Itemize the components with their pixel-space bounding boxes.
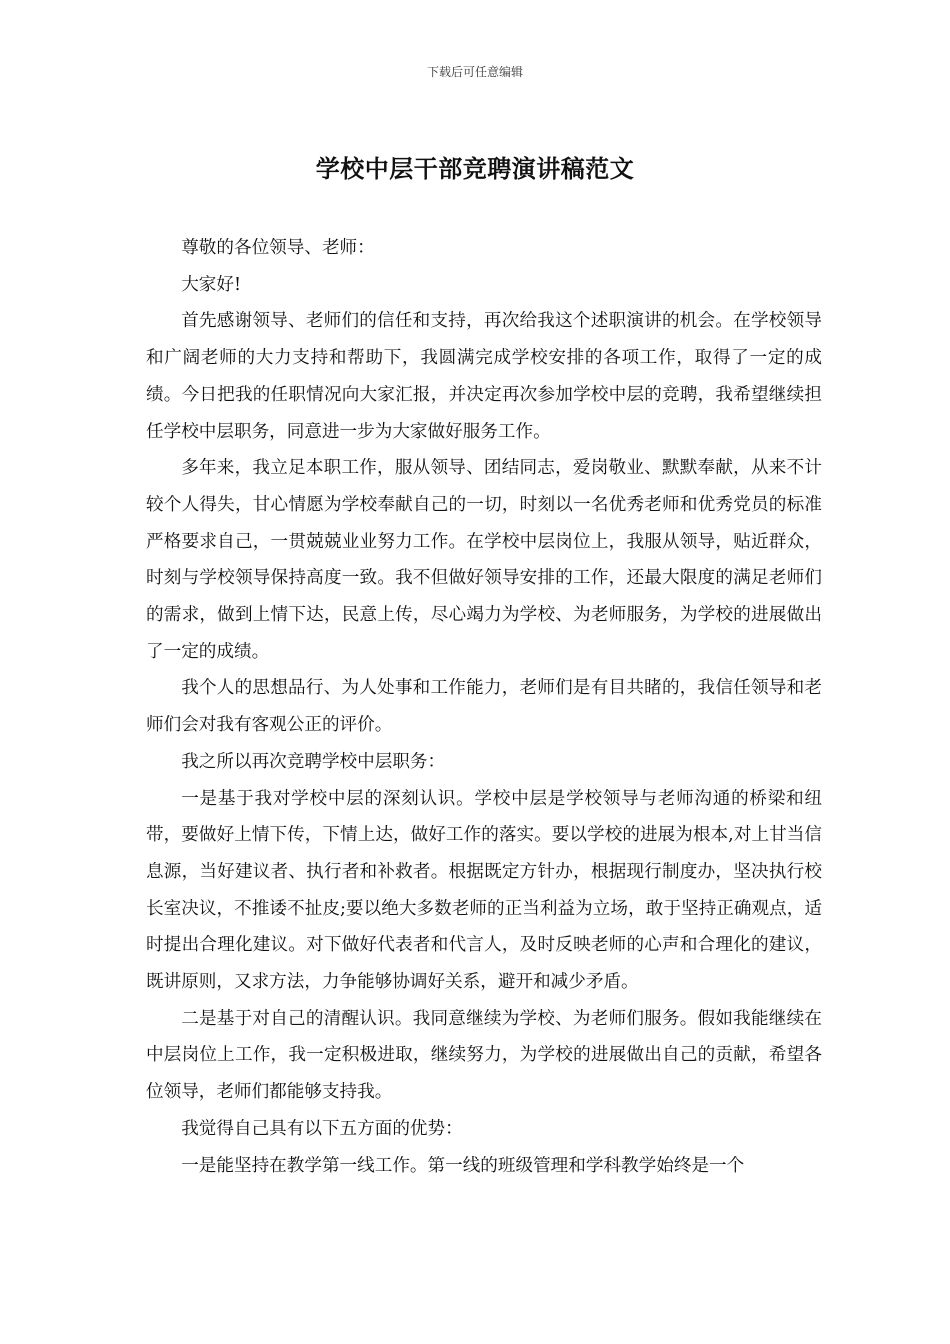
body-paragraph: 一是能坚持在教学第一线工作。第一线的班级管理和学科教学始终是一个 <box>181 1155 745 1176</box>
body-paragraph: 二是基于对自己的清醒认识。我同意继续为学校、为老师们服务。假如我能继续在中层岗位上工作，我一定积极进取，继续努力，为学校的进展做出自己的贡献，希望各位领导，老师们都能够支持我。 <box>146 1008 822 1103</box>
document-body <box>146 230 822 1184</box>
greeting-paragraph: 大家好! <box>181 274 242 295</box>
body-paragraph: 首先感谢领导、老师们的信任和支持，再次给我这个述职演讲的机会。在学校领导和广阔老师的大力支持和帮助下，我圆满完成学校安排的各项工作，取得了一定的成绩。今日把我的任职情况向大家汇报，并决定再次参加学校中层的竞聘，我希望继续担任学校中层职务，同意进一步为大家做好服务工作。 <box>146 311 822 442</box>
salutation-paragraph: 尊敬的各位领导、老师： <box>181 238 375 258</box>
body-paragraph: 一是基于我对学校中层的深刻认识。学校中层是学校领导与老师沟通的桥梁和纽带，要做好上情下传，下情上达，做好工作的落实。要以学校的进展为根本,对上甘当信息源，当好建议者、执行者和补救者。根据既定方针办，根据现行制度办，坚决执行校长室决议，不推诿不扯皮;要以绝大多数老师的正当利益为立场，敢于坚持正确观点，适时提出合理化建议。对下做好代表者和代言人，及时反映老师的心声和合理化的建议，既讲原则，又求方法，力争能够协调好关系，避开和减少矛盾。 <box>146 788 822 993</box>
document-title: 学校中层干部竞聘演讲稿范文 <box>315 154 635 183</box>
page-header-note: 下载后可任意编辑 <box>426 65 523 79</box>
body-paragraph: 我之所以再次竞聘学校中层职务： <box>181 751 446 772</box>
body-paragraph: 多年来，我立足本职工作，服从领导、团结同志，爱岗敬业、默默奉献，从来不计较个人得失，甘心情愿为学校奉献自己的一切，时刻以一名优秀老师和优秀党员的标准严格要求自己，一贯兢兢业业努力工作。在学校中层岗位上，我服从领导，贴近群众，时刻与学校领导保持高度一致。我不但做好领导安排的工作，还最大限度的满足老师们的需求，做到上情下达，民意上传，尽心竭力为学校、为老师服务，为学校的进展做出了一定的成绩。 <box>146 458 822 662</box>
body-paragraph: 我个人的思想品行、为人处事和工作能力，老师们是有目共睹的，我信任领导和老师们会对我有客观公正的评价。 <box>146 678 822 736</box>
body-paragraph: 我觉得自己具有以下五方面的优势： <box>181 1118 463 1139</box>
